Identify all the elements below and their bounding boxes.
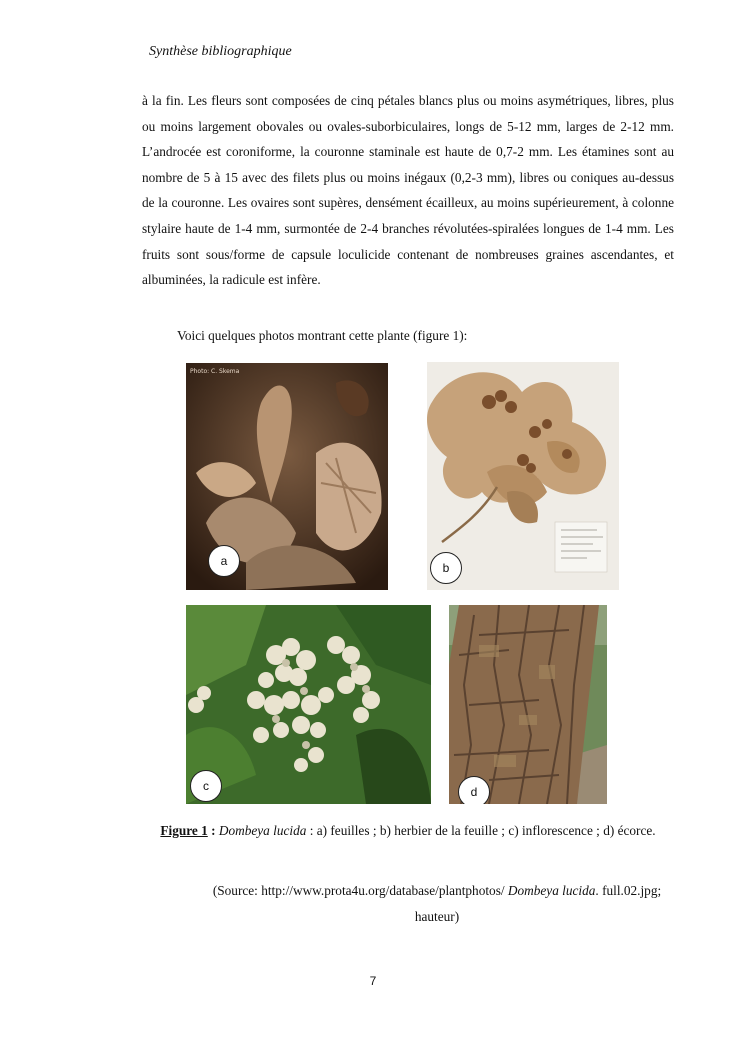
photo-leaves: [186, 363, 388, 590]
figure-source: [196, 878, 678, 930]
source-species: Dombeya lucida: [507, 883, 596, 898]
figure-separator: :: [207, 823, 219, 838]
page-number: 7: [369, 974, 377, 988]
intro-sentence: Voici quelques photos montrant cette plante (figure 1):: [177, 328, 468, 343]
body-paragraph: [142, 88, 674, 293]
caption-species: Dombeya lucida: [218, 823, 307, 838]
source-prefix: (Source: http://www.prota4u.org/database/plantphotos/: [212, 883, 508, 898]
photo-herbarium: [427, 362, 619, 590]
photo-inflorescence: [186, 605, 431, 804]
figure-label: Figure 1: [160, 823, 208, 838]
photo-bark: [449, 605, 607, 804]
paragraph-text: à la fin. Les fleurs sont composées de cinq pétales blancs plus ou moins asymétriques, libres, plus ou moins largement obovales ou ovales-suborbiculaires, longs de 5-12 mm, larges de 2-12 mm. L’androcée est coroniforme, la couronne staminale est haute de 0,7-2 mm. Les étamines sont au nombre de 5 à 15 avec des filets plus ou moins inégaux (0,2-3 mm), libres ou coniques au-dessus de la couronne. Les ovaires sont supères, densément écailleux, au moins supérieurement, à colonne stylaire haute de 1-4 mm, surmontée de 2-4 branches révolutées-spiralées longues de 1-4 mm. Les fruits sont sous/forme de capsule loculicide contenant de nombreuses graines ascendantes, et albuminées, la radicule est infère.: [142, 93, 674, 288]
photo-label-c: c: [190, 770, 222, 802]
source-suffix: . full.02.jpg; hauteur): [414, 883, 662, 924]
photo-label-d: d: [458, 776, 490, 804]
running-header: Synthèse bibliographique: [149, 44, 292, 59]
caption-text: : a) feuilles ; b) herbier de la feuille ; c) inflorescence ; d) écorce.: [306, 823, 656, 838]
photo-label-b: b: [430, 552, 462, 584]
photo-watermark: Photo: C. Skema: [190, 368, 240, 375]
figure-caption: [142, 818, 674, 844]
photo-label-a: a: [208, 545, 240, 577]
